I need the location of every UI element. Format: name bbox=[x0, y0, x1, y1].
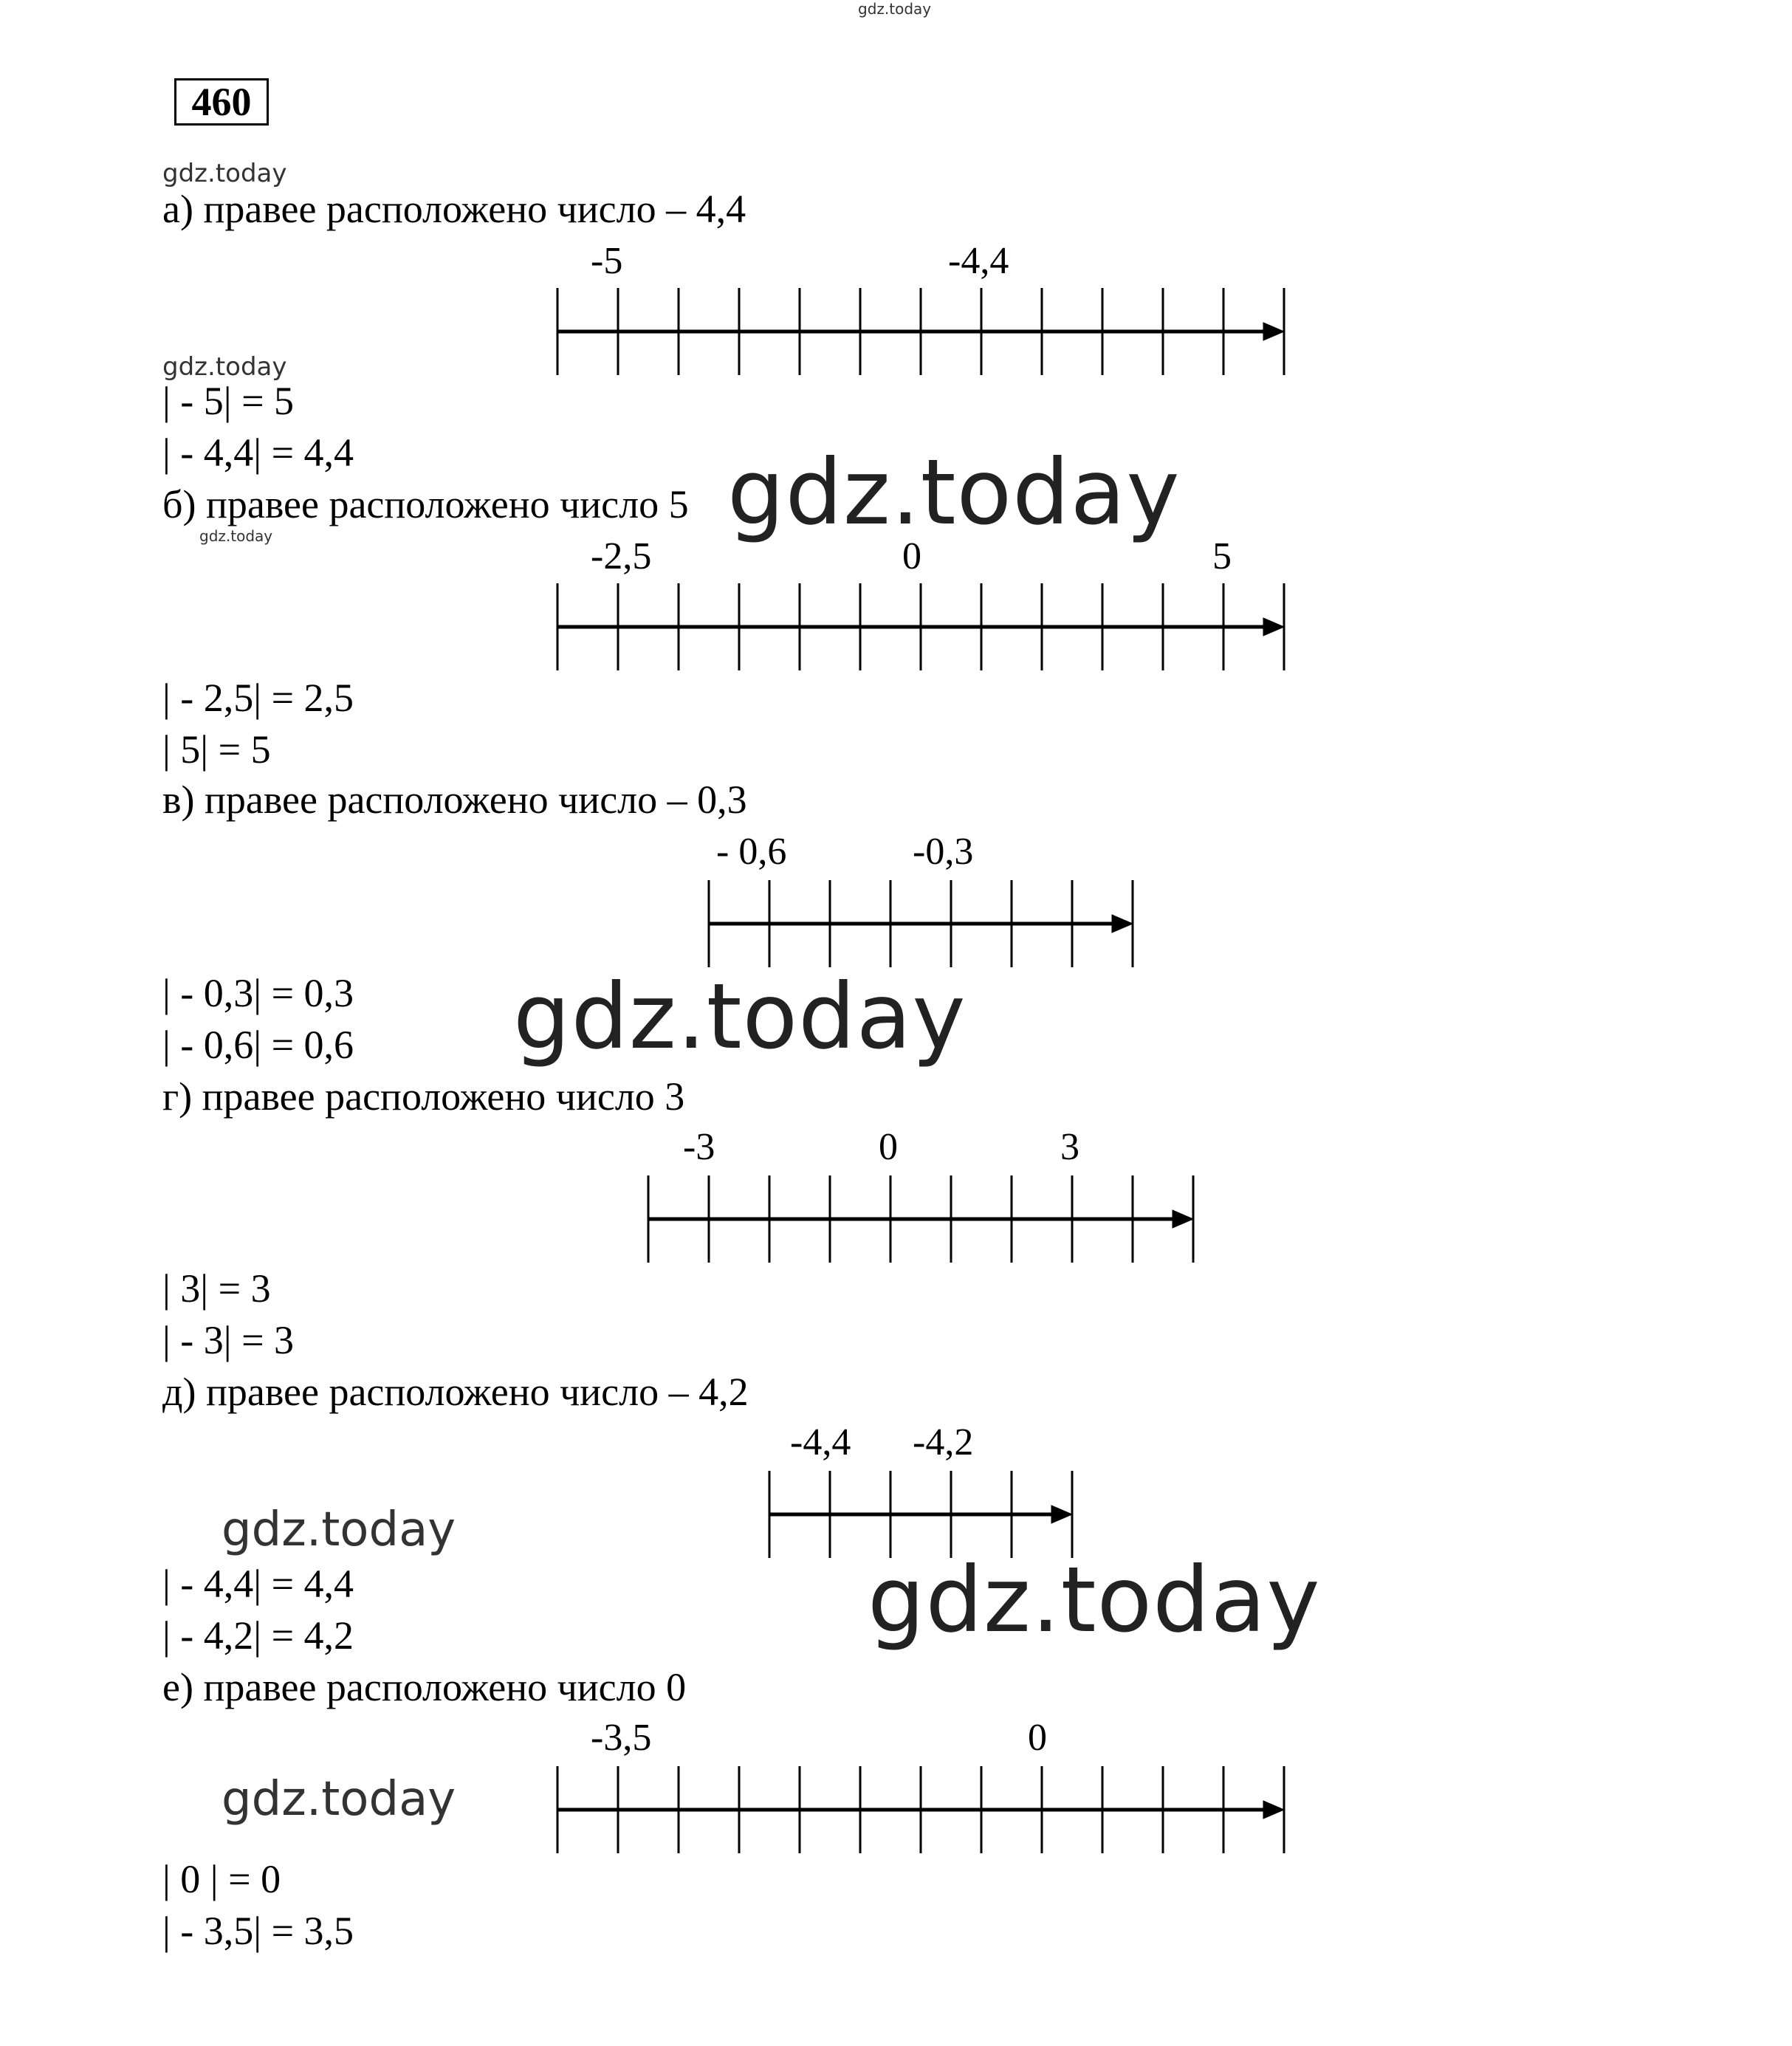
part-e-label-2: 0 bbox=[1028, 1717, 1047, 1759]
part-a-heading: а) правее расположено число – 4,4 bbox=[162, 187, 746, 231]
part-d-label-1: -4,4 bbox=[790, 1421, 851, 1463]
part-v-abs-2: | - 0,6| = 0,6 bbox=[162, 1023, 354, 1067]
task-number: 460 bbox=[174, 78, 269, 126]
part-v-abs-1: | - 0,3| = 0,3 bbox=[162, 971, 354, 1015]
axis-arrowhead bbox=[1051, 1506, 1072, 1523]
number-line-b bbox=[554, 583, 1291, 670]
part-b-heading: б) правее расположено число 5 bbox=[162, 482, 689, 526]
axis-arrowhead bbox=[1263, 618, 1284, 636]
part-d-heading: д) правее расположено число – 4,2 bbox=[162, 1370, 749, 1414]
watermark-a2: gdz.today bbox=[162, 352, 287, 382]
part-d-abs-2: | - 4,2| = 4,2 bbox=[162, 1613, 354, 1658]
part-e-abs-1: | 0 | = 0 bbox=[162, 1857, 281, 1901]
part-a-abs-2: | - 4,4| = 4,4 bbox=[162, 430, 354, 475]
axis-arrowhead bbox=[1173, 1210, 1193, 1228]
part-g-abs-2: | - 3| = 3 bbox=[162, 1318, 295, 1362]
part-e-label-1: -3,5 bbox=[591, 1717, 652, 1759]
part-a-label-1: -5 bbox=[591, 240, 623, 282]
part-g-label-2: 0 bbox=[879, 1126, 898, 1168]
part-d-abs-1: | - 4,4| = 4,4 bbox=[162, 1562, 354, 1606]
watermark-a: gdz.today bbox=[162, 159, 287, 188]
part-b-abs-2: | 5| = 5 bbox=[162, 727, 271, 772]
watermark-b-small: gdz.today bbox=[199, 527, 273, 545]
number-line-g bbox=[645, 1175, 1201, 1263]
part-g-abs-1: | 3| = 3 bbox=[162, 1266, 271, 1311]
watermark-large-1: gdz.today bbox=[727, 440, 1181, 545]
number-line-d bbox=[766, 1471, 1079, 1558]
number-line-e bbox=[554, 1766, 1291, 1853]
part-v-heading: в) правее расположено число – 0,3 bbox=[162, 777, 747, 822]
part-e-abs-2: | - 3,5| = 3,5 bbox=[162, 1909, 354, 1953]
axis-arrowhead bbox=[1112, 915, 1133, 933]
part-v-label-1: - 0,6 bbox=[716, 831, 787, 873]
watermark-d: gdz.today bbox=[222, 1503, 456, 1557]
watermark-large-3: gdz.today bbox=[868, 1548, 1321, 1652]
watermark-large-2: gdz.today bbox=[513, 964, 967, 1069]
axis-arrowhead bbox=[1263, 323, 1284, 340]
part-d-label-2: -4,2 bbox=[913, 1421, 974, 1463]
part-g-heading: г) правее расположено число 3 bbox=[162, 1074, 685, 1119]
part-g-label-3: 3 bbox=[1060, 1126, 1079, 1168]
watermark-top: gdz.today bbox=[858, 0, 932, 18]
part-v-label-2: -0,3 bbox=[913, 831, 974, 873]
part-b-label-2: 0 bbox=[902, 535, 921, 577]
number-line-a bbox=[554, 288, 1291, 375]
part-b-label-3: 5 bbox=[1212, 535, 1232, 577]
watermark-e: gdz.today bbox=[222, 1772, 456, 1827]
part-a-label-2: -4,4 bbox=[948, 240, 1009, 282]
axis-arrowhead bbox=[1263, 1801, 1284, 1819]
part-b-abs-1: | - 2,5| = 2,5 bbox=[162, 676, 354, 720]
number-line-v bbox=[705, 880, 1140, 967]
part-g-label-1: -3 bbox=[683, 1126, 715, 1168]
part-b-label-1: -2,5 bbox=[591, 535, 652, 577]
part-a-abs-1: | - 5| = 5 bbox=[162, 379, 295, 423]
part-e-heading: е) правее расположено число 0 bbox=[162, 1665, 687, 1709]
